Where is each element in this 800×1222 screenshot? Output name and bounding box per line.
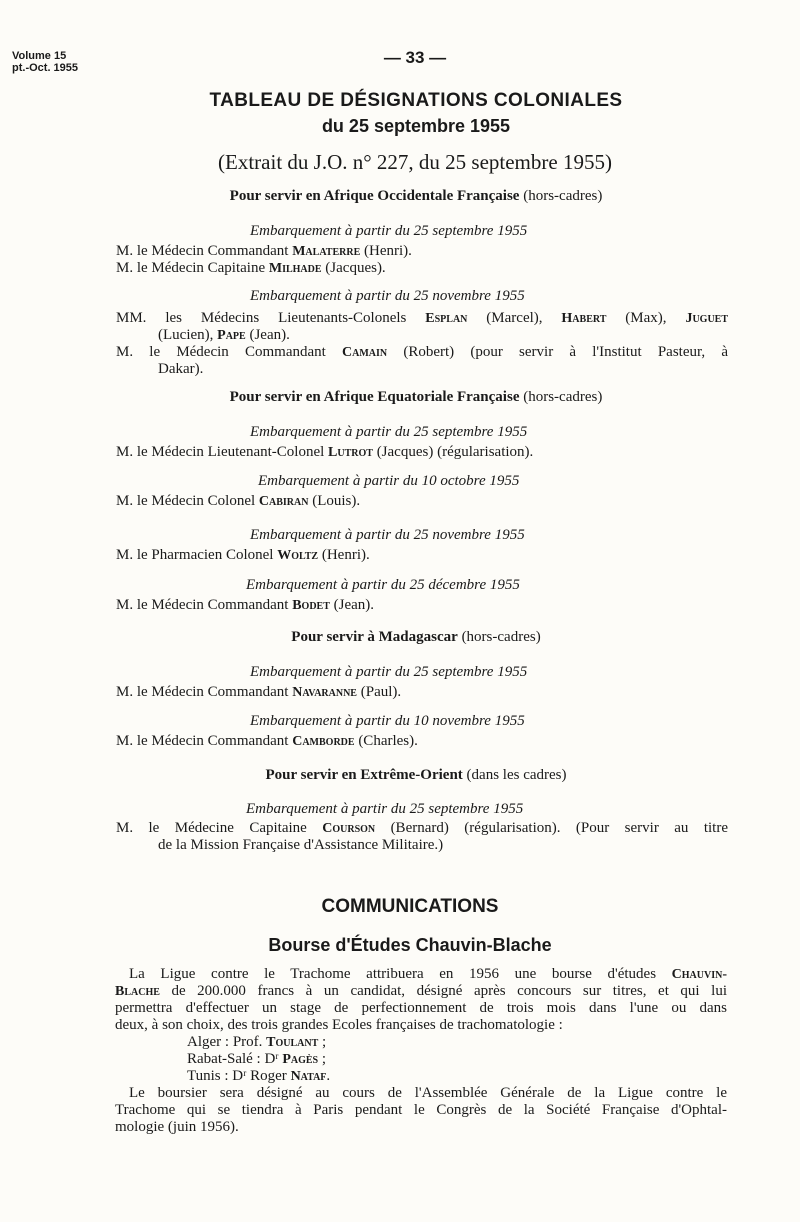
designation-entry: MM. les Médecins Lieutenants-Colonels Esplan (Marcel), Habert (Max), Juguet <box>116 310 728 326</box>
embarkation-date: Embarquement à partir du 25 novembre 1955 <box>250 288 525 304</box>
bourse-paragraph <box>115 966 727 1136</box>
designation-entry-continued: (Lucien), Pape (Jean). <box>158 327 290 343</box>
page-number: — 33 — <box>383 48 447 67</box>
embarkation-date: Embarquement à partir du 25 novembre 1955 <box>250 527 525 543</box>
school-alger: Alger : Prof. Toulant ; <box>187 1034 327 1050</box>
embarkation-date: Embarquement à partir du 25 septembre 1955 <box>246 801 524 817</box>
section-heading-aef: Pour servir en Afrique Equatoriale Française (hors-cadres) <box>229 389 603 405</box>
designation-entry: M. le Médecine Capitaine Courson (Bernard) (régularisation). (Pour servir au titre <box>116 820 729 836</box>
embarkation-date: Embarquement à partir du 25 septembre 1955 <box>250 664 528 680</box>
school-tunis: Tunis : Dʳ Roger Nataf. <box>187 1068 331 1084</box>
paragraph-line: Trachome qui se tiendra à Paris pendant le Congrès de la Société Française d'Ophtal- <box>115 1102 727 1118</box>
embarkation-date: Embarquement à partir du 10 octobre 1955 <box>258 473 520 489</box>
designation-entry: M. le Médecin Commandant Camain (Robert) (pour servir à l'Institut Pasteur, à <box>116 344 728 360</box>
paragraph-line: deux, à son choix, des trois grandes Ecoles françaises de trachomatologie : <box>115 1017 563 1033</box>
designation-entry: M. le Médecin Commandant Camborde (Charles). <box>116 733 418 749</box>
designation-entry: M. le Médecin Capitaine Milhade (Jacques). <box>116 260 386 276</box>
page-title: TABLEAU DE DÉSIGNATIONS COLONIALES <box>209 90 623 111</box>
designation-entry-continued: de la Mission Française d'Assistance Militaire.) <box>158 837 444 853</box>
section-heading-madagascar: Pour servir à Madagascar (hors-cadres) <box>291 629 541 645</box>
designation-entry: M. le Médecin Lieutenant-Colonel Lutrot (Jacques) (régularisation). <box>116 444 534 460</box>
extract-reference: (Extrait du J.O. n° 227, du 25 septembre 1955) <box>218 150 612 174</box>
paragraph-line: permettra d'effectuer un stage de perfectionnement de trois mois dans l'une ou dans <box>115 1000 727 1016</box>
designation-entry-continued: Dakar). <box>158 361 204 377</box>
designation-entry: M. le Médecin Commandant Navaranne (Paul). <box>116 684 402 700</box>
paragraph-line: La Ligue contre le Trachome attribuera en 1956 une bourse d'études Chauvin- <box>129 966 727 982</box>
embarkation-date: Embarquement à partir du 10 novembre 1955 <box>250 713 525 729</box>
designation-entry: M. le Médecin Commandant Bodet (Jean). <box>116 597 375 613</box>
embarkation-date: Embarquement à partir du 25 septembre 1955 <box>250 424 528 440</box>
paragraph-line: Le boursier sera désigné au cours de l'Assemblée Générale de la Ligue contre le <box>129 1085 727 1101</box>
designation-entry: M. le Pharmacien Colonel Woltz (Henri). <box>116 547 370 563</box>
designation-entry: M. le Médecin Commandant Malaterre (Henri). <box>116 243 412 259</box>
embarkation-date: Embarquement à partir du 25 décembre 1955 <box>246 577 520 593</box>
section-heading-extreme-orient: Pour servir en Extrême-Orient (dans les cadres) <box>265 767 567 783</box>
designation-entry: M. le Médecin Colonel Cabiran (Louis). <box>116 493 361 509</box>
paragraph-line: mologie (juin 1956). <box>115 1119 239 1135</box>
section-heading-aof: Pour servir en Afrique Occidentale Française (hors-cadres) <box>229 188 603 204</box>
period-label: pt.-Oct. 1955 <box>12 62 79 74</box>
bourse-title: Bourse d'Études Chauvin-Blache <box>268 935 552 955</box>
page-date: du 25 septembre 1955 <box>321 116 511 136</box>
volume-label: Volume 15 <box>12 50 67 62</box>
communications-title: COMMUNICATIONS <box>321 896 499 917</box>
embarkation-date: Embarquement à partir du 25 septembre 1955 <box>250 223 528 239</box>
paragraph-line: Blache de 200.000 francs à un candidat, désigné après concours sur titres, et qui lui <box>115 983 727 999</box>
school-rabat: Rabat-Salé : Dʳ Pagès ; <box>187 1051 327 1067</box>
